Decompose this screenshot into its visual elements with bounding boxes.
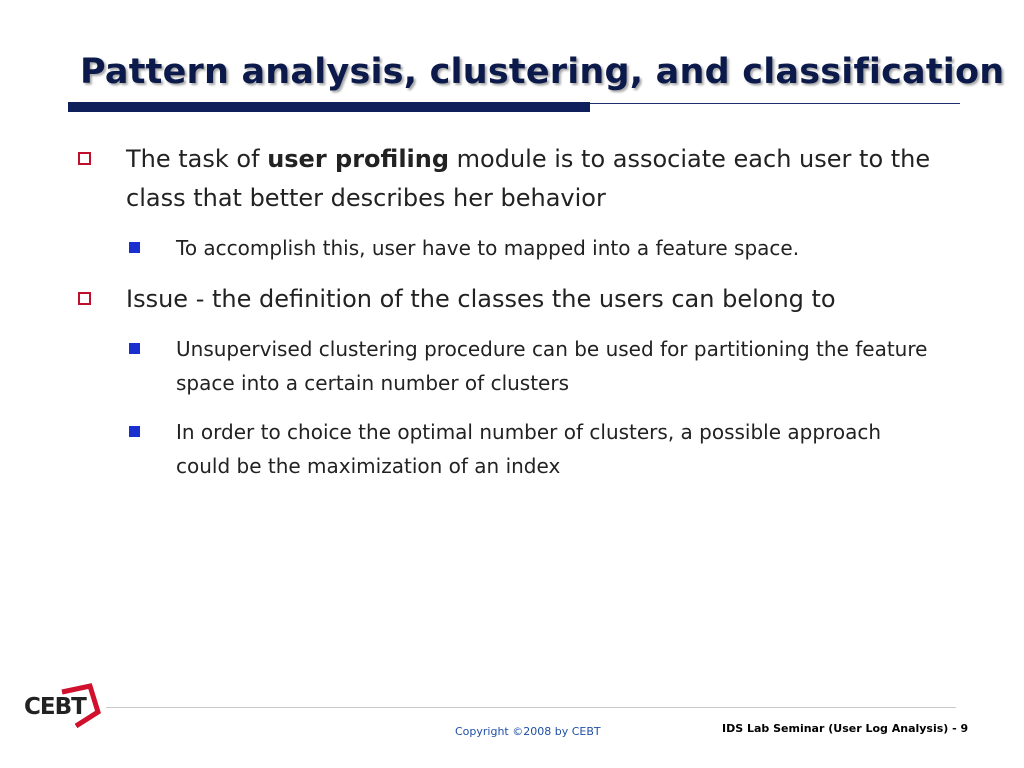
copyright-text: Copyright ©2008 by CEBT <box>455 725 601 738</box>
sub-bullet-2-1 <box>176 332 936 400</box>
title-underline-thick <box>68 102 590 112</box>
footer-divider <box>106 707 956 708</box>
hollow-square-bullet-icon <box>78 152 91 165</box>
filled-square-bullet-icon <box>129 343 140 354</box>
bullet-1-bold: user profiling <box>267 145 450 173</box>
bullet-2 <box>126 280 946 319</box>
title-underline-thin <box>590 103 960 104</box>
filled-square-bullet-icon <box>129 426 140 437</box>
cebt-logo <box>24 682 108 730</box>
sub-bullet-1-1 <box>176 231 936 265</box>
slide-title: Pattern analysis, clustering, and classification <box>80 52 1005 92</box>
sub-bullet-text: To accomplish this, user have to mapped into a feature space. <box>176 236 800 260</box>
bullet-1-post: module is to associate each user to the class that better describes her behavior <box>126 145 931 212</box>
bullet-1-pre: The task of <box>126 145 268 173</box>
logo-text: CEBT <box>24 694 86 720</box>
seminar-page-label: IDS Lab Seminar (User Log Analysis) - 9 <box>722 722 969 735</box>
bullet-2-text: Issue - the definition of the classes the users can belong to <box>126 285 836 313</box>
sub-bullet-2-2 <box>176 415 936 483</box>
hollow-square-bullet-icon <box>78 292 91 305</box>
bullet-1 <box>126 140 946 218</box>
sub-bullet-text: In order to choice the optimal number of clusters, a possible approach could be the maximization of an index <box>176 420 881 478</box>
filled-square-bullet-icon <box>129 242 140 253</box>
sub-bullet-text: Unsupervised clustering procedure can be used for partitioning the feature space into a certain number of clusters <box>176 337 928 395</box>
